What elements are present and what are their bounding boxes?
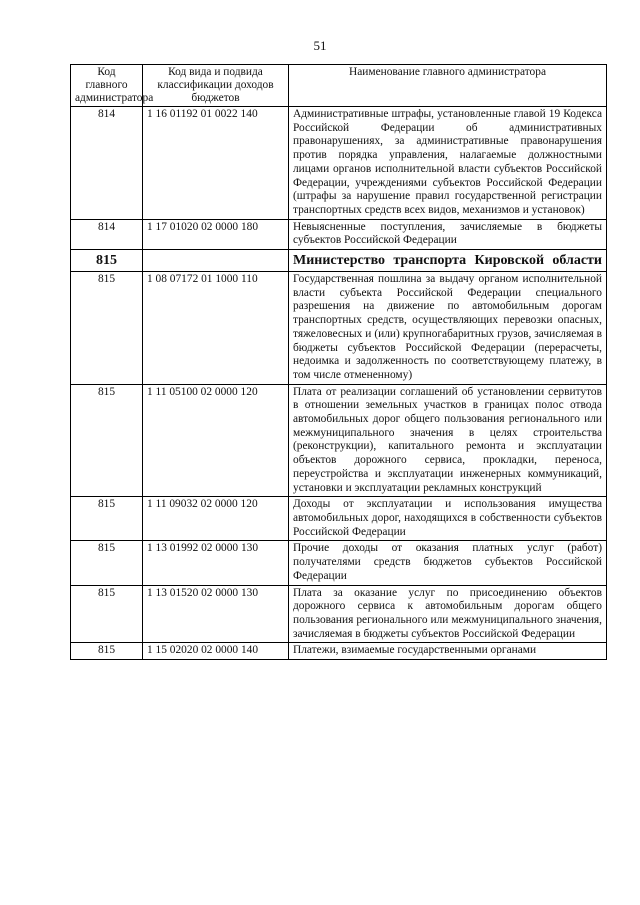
table-row	[71, 384, 607, 497]
admin-name-cell: Административные штрафы, установленные главой 19 Кодекса Российской Федерации об административных правонарушениях, за административные правонарушения против порядка управления, налагаемые должностными лицами органов исполнительной власти субъектов Российской Федерации, учреждениями субъектов Российской Федерации (штрафы за нарушение правил государственной регистрации транспортных средств всех видов, механизмов и установок)	[289, 107, 607, 220]
table-row	[71, 643, 607, 660]
admin-code-cell: 814	[71, 107, 143, 220]
table-row	[71, 272, 607, 385]
table-header-row	[71, 65, 607, 107]
classification-code-cell: 1 13 01992 02 0000 130	[143, 541, 289, 585]
admin-name-cell: Плата за оказание услуг по присоединению объектов дорожного сервиса к автомобильным дорогам общего пользования регионального или межмуниципального значения, зачисляемая в бюджеты субъектов Российской Федерации	[289, 585, 607, 643]
admin-code-cell: 815	[71, 585, 143, 643]
table-row	[71, 497, 607, 541]
admin-code-cell: 815	[71, 250, 143, 272]
classification-code-cell: 1 11 09032 02 0000 120	[143, 497, 289, 541]
page-number: 51	[313, 38, 327, 53]
classification-code-cell: 1 17 01020 02 0000 180	[143, 219, 289, 249]
classification-code-cell: 1 13 01520 02 0000 130	[143, 585, 289, 643]
table-row	[71, 585, 607, 643]
admin-name-cell: Невыясненные поступления, зачисляемые в бюджеты субъектов Российской Федерации	[289, 219, 607, 249]
ministry-row	[71, 250, 607, 272]
header-admin-name: Наименование главного администратора	[289, 65, 607, 107]
revenue-administrators-table	[70, 64, 607, 660]
admin-name-cell: Доходы от эксплуатации и использования имущества автомобильных дорог, находящихся в собственности субъектов Российской Федерации	[289, 497, 607, 541]
admin-code-cell: 814	[71, 219, 143, 249]
classification-code-cell: 1 15 02020 02 0000 140	[143, 643, 289, 660]
table-row	[71, 107, 607, 220]
table-row	[71, 219, 607, 249]
admin-code-cell: 815	[71, 541, 143, 585]
admin-name-cell: Плата от реализации соглашений об установлении сервитутов в отношении земельных участков в границах полос отвода автомобильных дорог общего пользования регионального или межмуниципального значения в целях строительства (реконструкции), капитального ремонта и эксплуатации объектов дорожного сервиса, прокладки, переноса, переустройства и эксплуатации инженерных коммуникаций, установки и эксплуатации рекламных конструкций	[289, 384, 607, 497]
admin-code-cell: 815	[71, 384, 143, 497]
admin-name-cell: Государственная пошлина за выдачу органом исполнительной власти субъекта Российской Федерации специального разрешения на движение по автомобильным дорогам транспортных средств, осуществляющих перевозки опасных, тяжеловесных и (или) крупногабаритных грузов, зачисляемая в бюджеты субъектов Российской Федерации (перерасчеты, недоимка и задолженность по соответствующему платежу, в том числе отмененному)	[289, 272, 607, 385]
admin-name-cell: Министерство транспорта Кировской области	[289, 250, 607, 272]
admin-code-cell: 815	[71, 497, 143, 541]
admin-name-cell: Прочие доходы от оказания платных услуг (работ) получателями средств бюджетов субъектов Российской Федерации	[289, 541, 607, 585]
admin-name-cell: Платежи, взимаемые государственными органами	[289, 643, 607, 660]
classification-code-cell: 1 16 01192 01 0022 140	[143, 107, 289, 220]
admin-code-cell: 815	[71, 643, 143, 660]
table-row	[71, 541, 607, 585]
header-admin-code: Код главного администратора	[71, 65, 143, 107]
classification-code-cell	[143, 250, 289, 272]
admin-code-cell: 815	[71, 272, 143, 385]
classification-code-cell: 1 08 07172 01 1000 110	[143, 272, 289, 385]
header-classification-code: Код вида и подвида классификации доходов бюджетов	[143, 65, 289, 107]
classification-code-cell: 1 11 05100 02 0000 120	[143, 384, 289, 497]
